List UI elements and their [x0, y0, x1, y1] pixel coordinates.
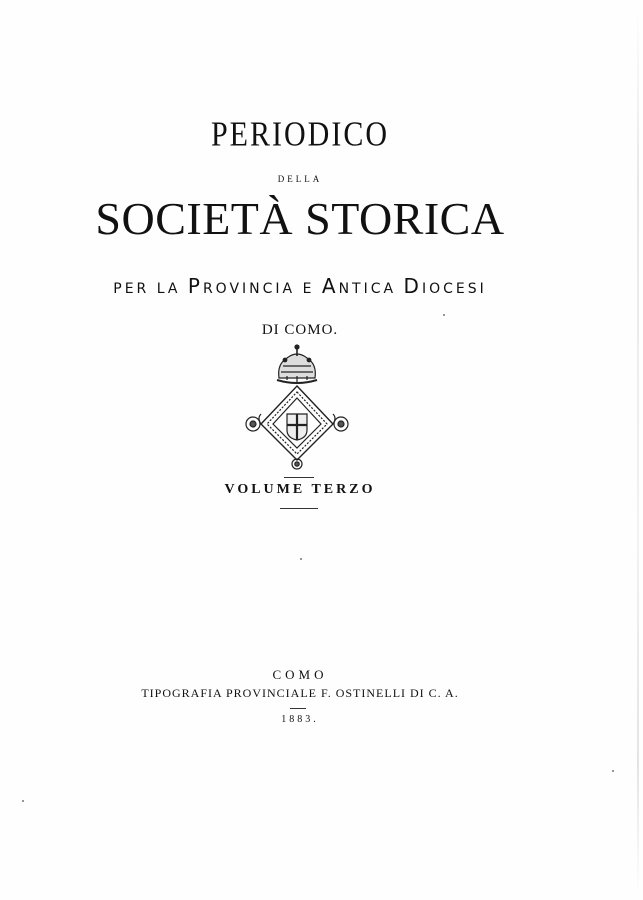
di-como-label: DI COMO.	[261, 322, 339, 338]
initial-d: D	[403, 274, 422, 298]
imprint-city: COMO	[272, 667, 328, 682]
paper-speck	[300, 558, 302, 560]
word-iocesi: IOCESI	[421, 281, 487, 297]
word-per: PER	[113, 281, 150, 297]
word-e: E	[302, 281, 315, 297]
rule-below-volume	[280, 508, 318, 509]
paper-speck	[612, 770, 614, 772]
publication-year: 1883.	[281, 714, 319, 725]
paper-speck	[22, 800, 24, 802]
society-name: SOCIETÀ STORICA	[95, 193, 505, 244]
printer-name: TIPOGRAFIA PROVINCIALE F. OSTINELLI DI C. A.	[141, 686, 459, 700]
page-edge-shadow	[637, 0, 639, 900]
word-la: LA	[156, 281, 181, 297]
periodical-title: PERIODICO	[210, 115, 389, 154]
word-rovincia: ROVINCIA	[202, 281, 296, 297]
della-label: DELLA	[277, 174, 323, 184]
paper-speck	[443, 314, 445, 316]
initial-a: A	[321, 274, 339, 298]
word-ntica: NTICA	[338, 281, 397, 297]
rule-above-volume	[284, 477, 314, 478]
volume-label: VOLUME TERZO	[224, 482, 376, 497]
initial-p: P	[187, 274, 203, 298]
province-subtitle	[0, 274, 600, 298]
coat-of-arms-icon	[241, 342, 353, 470]
rule-above-year	[290, 708, 306, 709]
